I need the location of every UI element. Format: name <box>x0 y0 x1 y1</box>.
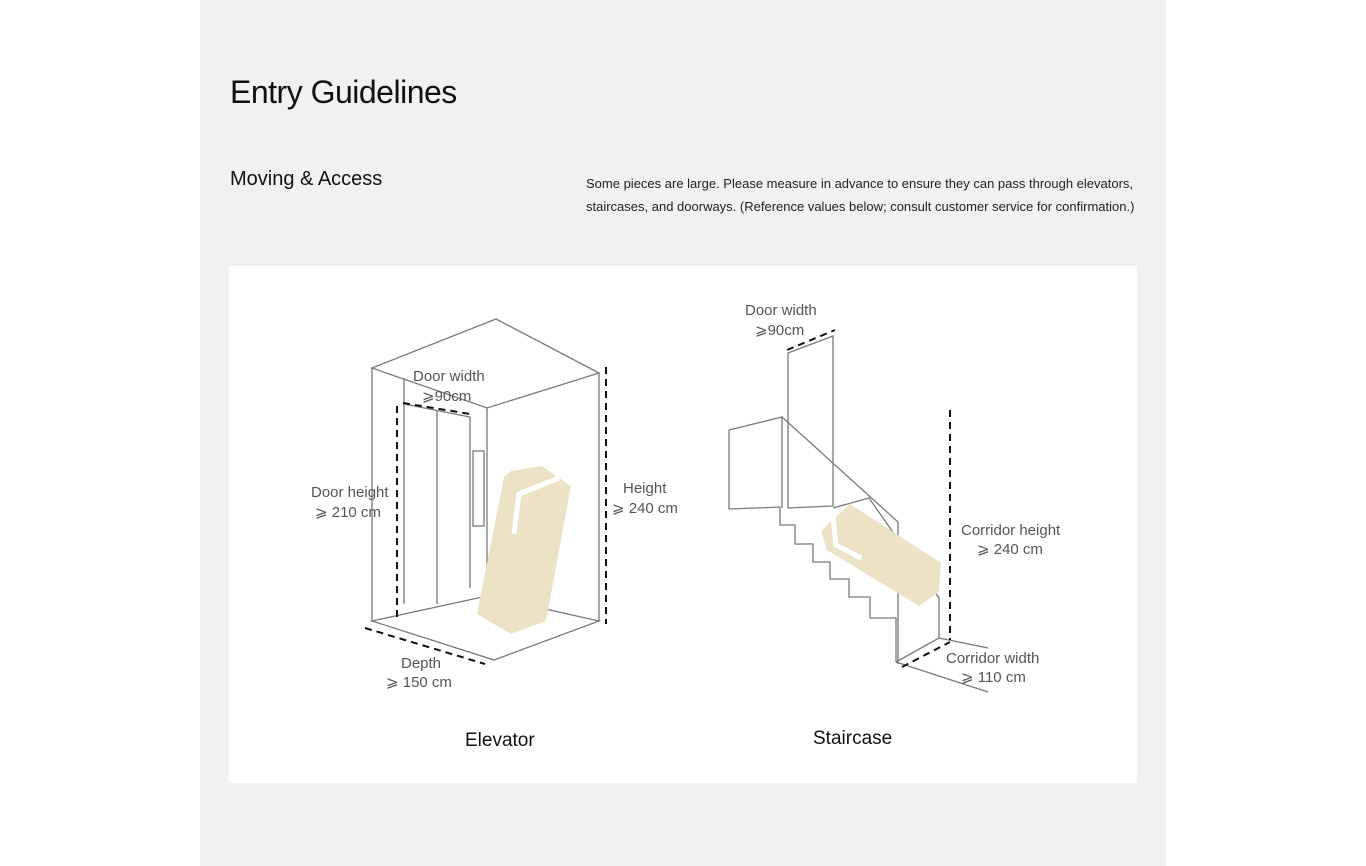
staircase-upper-door <box>788 336 833 508</box>
elevator-door-width-value: ⩾90cm <box>422 388 472 405</box>
section-description <box>586 172 1146 218</box>
elevator-ceiling <box>372 319 599 408</box>
page <box>200 0 1166 866</box>
staircase-landing-wall <box>729 417 782 509</box>
staircase-door-width-label: Door width <box>745 302 817 319</box>
elevator-door-height-label: Door height <box>311 484 389 501</box>
elevator-depth-value: ⩾ 150 cm <box>386 674 452 691</box>
staircase-corridor-height-value: ⩾ 240 cm <box>977 541 1043 558</box>
page-title: Entry Guidelines <box>230 74 457 110</box>
elevator-door-height-value: ⩾ 210 cm <box>315 504 381 521</box>
elevator-caption: Elevator <box>465 730 535 751</box>
elevator-depth-label: Depth <box>401 655 442 672</box>
elevator-height-label: Height <box>623 480 667 497</box>
elevator-illustration <box>311 319 678 751</box>
staircase-corridor-width-value: ⩾ 110 cm <box>961 669 1026 686</box>
description-line-2: staircases, and doorways. (Reference values below; consult customer service for confirmation.) <box>586 199 1135 214</box>
description-line-1: Some pieces are large. Please measure in advance to ensure they can pass through elevators, <box>586 176 1134 191</box>
diagram-card <box>229 266 1137 783</box>
staircase-door-width-value: ⩾90cm <box>755 322 805 339</box>
staircase-illustration <box>729 302 1061 749</box>
elevator-door-width-label: Door width <box>413 368 485 385</box>
elevator-control-panel <box>473 451 484 526</box>
access-diagram <box>229 266 1137 783</box>
section-subtitle: Moving & Access <box>230 168 383 190</box>
staircase-corridor-height-label: Corridor height <box>961 522 1061 539</box>
staircase-corridor-width-label: Corridor width <box>946 650 1040 667</box>
elevator-height-value: ⩾ 240 cm <box>612 500 678 517</box>
staircase-furniture <box>821 504 941 606</box>
staircase-caption: Staircase <box>813 728 893 749</box>
